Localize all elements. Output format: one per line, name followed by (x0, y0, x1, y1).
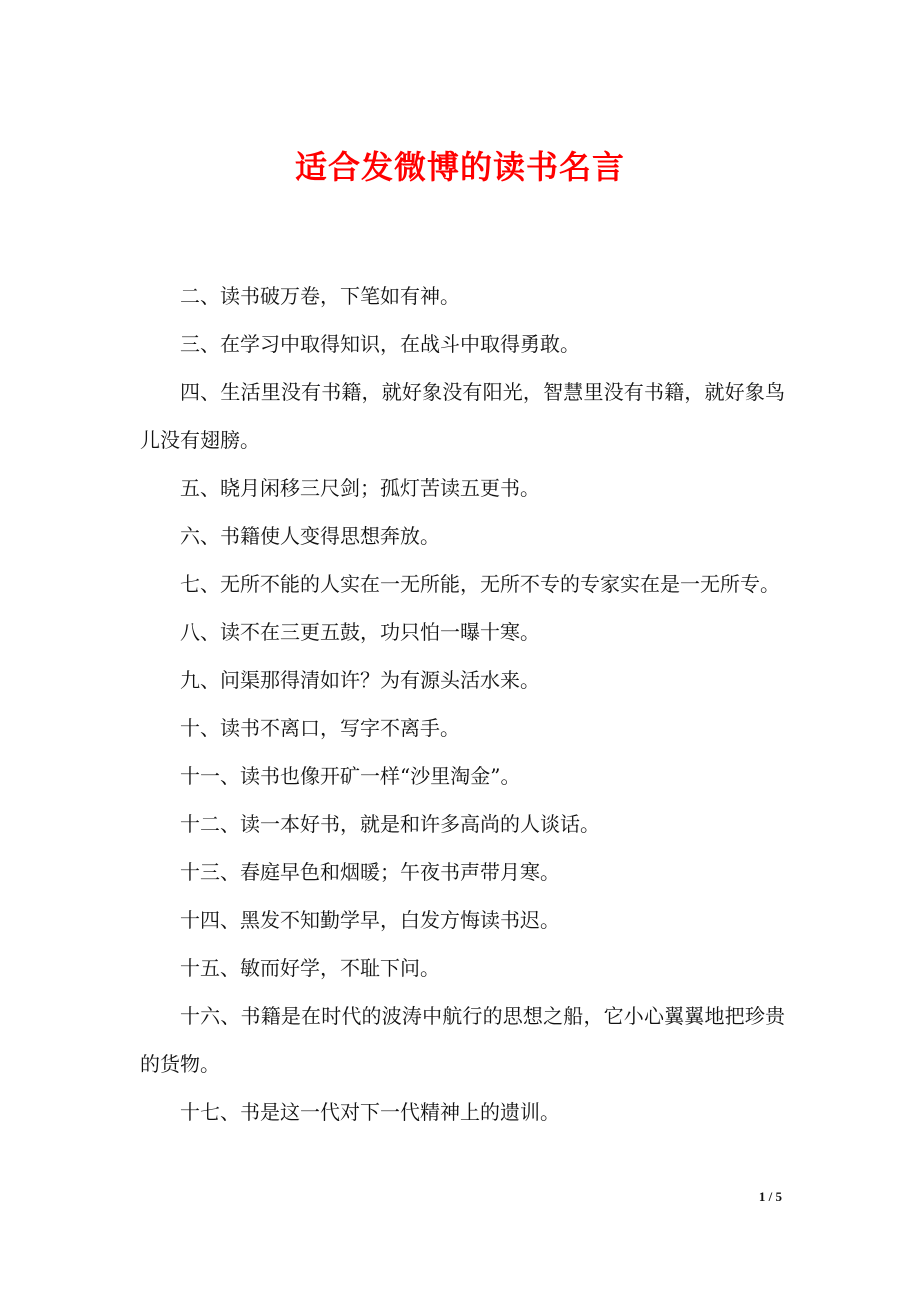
quote-paragraph: 十、读书不离口，写字不离手。 (180, 716, 460, 740)
quote-paragraph: 十四、黑发不知勤学早，白发方悔读书迟。 (180, 908, 560, 932)
quote-paragraph: 十一、读书也像开矿一样“沙里淘金”。 (180, 764, 521, 788)
document-body (140, 272, 785, 1136)
quote-paragraph: 四、生活里没有书籍，就好象没有阳光，智慧里没有书籍，就好象鸟儿没有翅膀。 (140, 380, 785, 452)
document-title: 适合发微博的读书名言 (294, 148, 625, 186)
quote-paragraph: 八、读不在三更五鼓，功只怕一曝十寒。 (180, 620, 540, 644)
quote-paragraph: 三、在学习中取得知识，在战斗中取得勇敢。 (180, 332, 580, 356)
quote-paragraph: 十七、书是这一代对下一代精神上的遗训。 (180, 1100, 560, 1124)
quote-paragraph: 九、问渠那得清如许？为有源头活水来。 (180, 668, 540, 692)
quote-paragraph: 二、读书破万卷，下笔如有神。 (180, 284, 460, 308)
quote-paragraph: 十三、春庭早色和烟暖；午夜书声带月寒。 (180, 860, 560, 884)
quote-paragraph: 六、书籍使人变得思想奔放。 (180, 524, 440, 548)
quote-paragraph: 十二、读一本好书，就是和许多高尚的人谈话。 (180, 812, 600, 836)
page-number: 1 / 5 (758, 1189, 782, 1204)
quote-paragraph: 十五、敏而好学，不耻下问。 (180, 956, 440, 980)
quote-paragraph: 十六、书籍是在时代的波涛中航行的思想之船，它小心翼翼地把珍贵的货物。 (140, 1004, 785, 1076)
quote-paragraph: 五、晓月闲移三尺剑；孤灯苦读五更书。 (180, 476, 540, 500)
quote-paragraph: 七、无所不能的人实在一无所能，无所不专的专家实在是一无所专。 (180, 572, 780, 596)
